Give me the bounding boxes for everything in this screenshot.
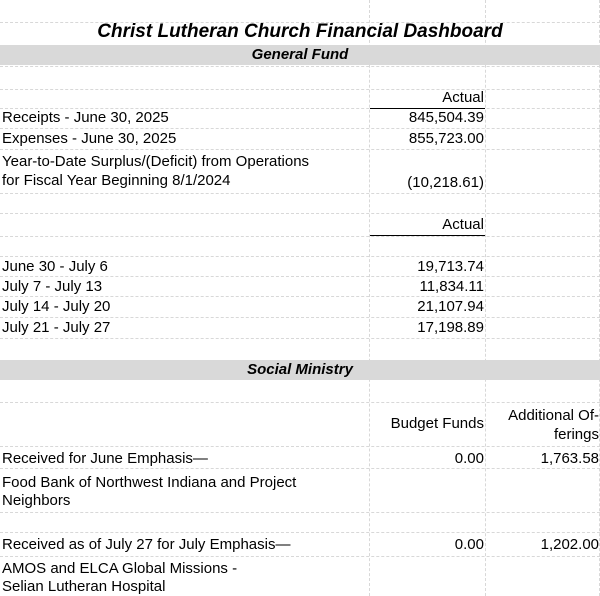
week-3-value: 21,107.94 <box>417 298 484 315</box>
june-budget-value: 0.00 <box>454 450 484 467</box>
surplus-value: (10,218.61) <box>407 174 484 191</box>
general-fund-header: General Fund <box>251 46 349 63</box>
week-4-value: 17,198.89 <box>417 319 484 336</box>
week-2-label: July 7 - July 13 <box>2 278 103 295</box>
additional-offerings-header-line-1: Additional Of- <box>508 407 599 424</box>
july-description-line-1: AMOS and ELCA Global Missions - <box>2 560 238 577</box>
receipts-label: Receipts - June 30, 2025 <box>2 109 169 126</box>
june-emphasis-label: Received for June Emphasis— <box>2 450 208 467</box>
receipts-value: 845,504.39 <box>408 109 484 126</box>
weekly-actual-header: Actual <box>442 216 484 233</box>
week-3-label: July 14 - July 20 <box>2 298 111 315</box>
july-emphasis-label: Received as of July 27 for July Emphasis— <box>2 536 291 553</box>
july-description-line-2: Selian Lutheran Hospital <box>2 578 166 595</box>
budget-funds-header: Budget Funds <box>390 415 484 432</box>
additional-offerings-header-line-2: ferings <box>553 426 599 443</box>
actual-header: Actual <box>442 89 484 106</box>
june-description-line-2: Neighbors <box>2 492 71 509</box>
surplus-label-line-1: Year-to-Date Surplus/(Deficit) from Operations <box>2 153 310 170</box>
expenses-label: Expenses - June 30, 2025 <box>2 130 177 147</box>
july-budget-value: 0.00 <box>454 536 484 553</box>
weekly-actual-underline <box>370 235 485 236</box>
week-2-value: 11,834.11 <box>419 278 484 295</box>
week-1-label: June 30 - July 6 <box>2 258 108 275</box>
june-description-line-1: Food Bank of Northwest Indiana and Project <box>2 474 297 491</box>
july-additional-value: 1,202.00 <box>540 536 599 553</box>
june-additional-value: 1,763.58 <box>540 450 599 467</box>
dashboard-title: Christ Lutheran Church Financial Dashboard <box>97 21 503 42</box>
expenses-value: 855,723.00 <box>408 130 484 147</box>
social-ministry-header: Social Ministry <box>247 361 353 378</box>
week-4-label: July 21 - July 27 <box>2 319 111 336</box>
surplus-label-line-2: for Fiscal Year Beginning 8/1/2024 <box>2 172 231 189</box>
week-1-value: 19,713.74 <box>417 258 484 275</box>
